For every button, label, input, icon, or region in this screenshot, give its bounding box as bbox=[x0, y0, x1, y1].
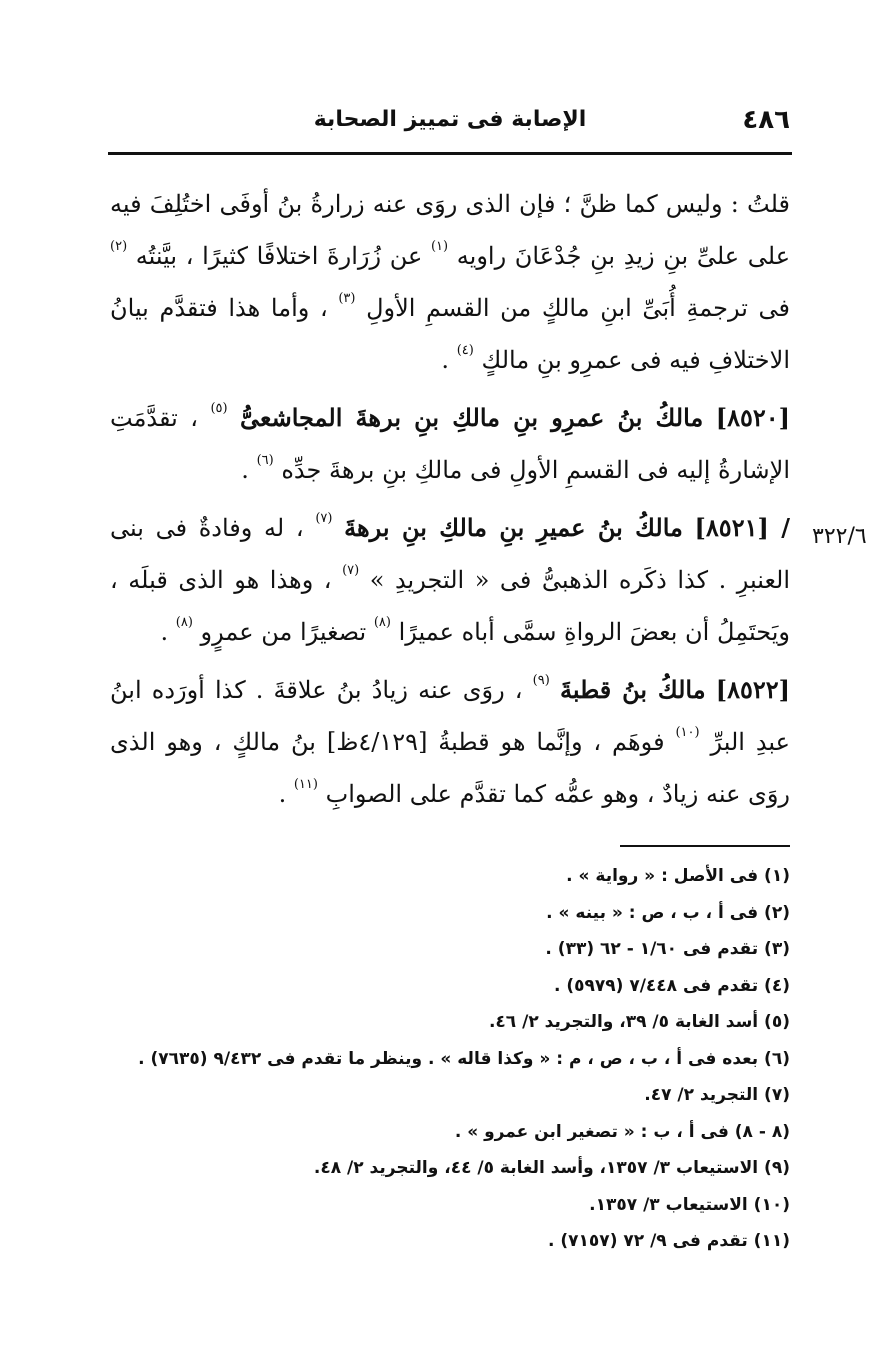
entry-number: [٨٥٢٢] bbox=[715, 675, 791, 704]
text-span: . bbox=[441, 346, 450, 374]
footnote: (٥) أسد الغابة ٥/ ٣٩، والتجريد ٢/ ٤٦. bbox=[488, 1012, 790, 1032]
footnotes-list bbox=[110, 858, 790, 1260]
footnote-ref: (٨) bbox=[175, 615, 193, 630]
margin-reference: ٣٢٢/٦ bbox=[812, 524, 867, 549]
footnote: (٨ - ٨) فى أ ، ب : « تصغير ابن عمرو » . bbox=[454, 1121, 790, 1142]
entry-name: مالكُ بنُ عميرِ بنِ مالكِ بنِ برهةَ bbox=[344, 513, 683, 542]
paragraph-intro bbox=[110, 178, 790, 386]
text-span: فى ترجمةِ أُبَىِّ ابنِ مالكٍ من القسمِ الأولِ bbox=[366, 294, 790, 322]
text-span: تصغيرًا من عمرٍو bbox=[200, 618, 367, 646]
footnote: (١٠) الاستيعاب ٣/ ١٣٥٧. bbox=[589, 1194, 790, 1215]
page-header bbox=[110, 105, 790, 145]
footnote-ref: (٤) bbox=[456, 343, 474, 358]
footnote: (٣) تقدم فى ١/٦٠ - ٦٢ (٣٣) . bbox=[545, 939, 790, 959]
footnote-ref: (٧) bbox=[342, 563, 360, 578]
footnote-ref: (٣) bbox=[338, 291, 356, 306]
footnote: (٦) بعده فى أ ، ب ، ص ، م : « وكذا قاله » . وينظر ما تقدم فى ٩/٤٣٢ (٧٦٣٥) . bbox=[138, 1048, 790, 1069]
entry-8521 bbox=[110, 502, 790, 658]
text-span: ، وأما هذا فتقدَّم بيانُ الاختلافِ فيه فى عمرِو بنِ مالكٍ bbox=[110, 294, 790, 374]
text-span: ، له وفادةٌ فى بنى العنبرِ . كذا ذكَره الذهبىُّ فى « التجريدِ » bbox=[110, 514, 790, 594]
footnote-ref: (٧) bbox=[315, 511, 333, 526]
footnote-ref: (١) bbox=[430, 239, 449, 254]
text-span: . bbox=[278, 780, 287, 808]
header-rule bbox=[108, 152, 792, 155]
text-span: فوهَم ، وإنَّما هو قطبةُ [٤/١٢٩ظ] بنُ مالكٍ ، وهو الذى روَى عنه زيادٌ ، وهو عمُّه كما تقدَّم على الصوابِ bbox=[110, 728, 790, 808]
footnote: (١١) تقدم فى ٩/ ٧٢ (٧١٥٧) . bbox=[548, 1231, 790, 1251]
footnote-ref: (١٠) bbox=[675, 725, 700, 740]
entry-8522 bbox=[110, 664, 790, 820]
entry-name: مالكُ بنُ قطبةَ bbox=[559, 675, 706, 704]
footnote: (١) فى الأصل : « رواية » . bbox=[566, 866, 790, 886]
footnote-ref: (٢) bbox=[110, 239, 128, 254]
text-span: . bbox=[160, 618, 169, 646]
running-title: الإصابة فى تمييز الصحابة bbox=[313, 107, 587, 132]
entry-number: [٨٥٢٠] bbox=[715, 403, 790, 432]
entry-number: / [٨٥٢١] bbox=[694, 513, 790, 542]
text-span: ، تقدَّمَتِ الإشارةُ إليه فى القسمِ الأولِ فى مالكِ بنِ برهةَ جدِّه bbox=[110, 404, 790, 484]
footnote: (٢) فى أ ، ب ، ص : « بينه » . bbox=[546, 902, 790, 923]
footnote-ref: (١١) bbox=[293, 777, 318, 792]
text-span: عن زُرَارةَ اختلافًا كثيرًا ، بيَّنتُه bbox=[135, 242, 423, 270]
text-span: . bbox=[241, 456, 249, 484]
entry-name: مالكُ بنُ عمرِو بنِ مالكِ بنِ برهةَ المجاشعىُّ bbox=[240, 403, 704, 432]
text-span: ، وهذا هو الذى قبلَه ، ويَحتَمِلُ أن بعضَ الرواةِ سمَّى أباه عميرًا bbox=[110, 566, 790, 646]
footnote: (٤) تقدم فى ٧/٤٤٨ (٥٩٧٩) . bbox=[553, 975, 790, 996]
footnote-ref: (٩) bbox=[532, 673, 550, 688]
footnote-ref: (٦) bbox=[256, 453, 274, 468]
footnote-rule bbox=[620, 845, 790, 847]
text-span: ، روَى عنه زيادُ بنُ علاقةَ . كذا أورَده ابنُ عبدِ البرِّ bbox=[110, 676, 790, 756]
entry-8520 bbox=[110, 392, 790, 496]
footnote-ref: (٨) bbox=[373, 615, 391, 630]
page-number: ٤٨٦ bbox=[742, 105, 790, 135]
main-text bbox=[110, 178, 790, 820]
text-span: قلتُ : وليس كما ظنَّ ؛ فإن الذى روَى عنه زرارةُ بنُ أوفَى اختُلِفَ فيه على علىِّ بنِ زيدِ بنِ جُدْعَانَ راويه bbox=[110, 190, 791, 270]
footnote: (٧) التجريد ٢/ ٤٧. bbox=[644, 1085, 790, 1105]
footnote: (٩) الاستيعاب ٣/ ١٣٥٧، وأسد الغابة ٥/ ٤٤، والتجريد ٢/ ٤٨. bbox=[313, 1158, 790, 1178]
footnote-ref: (٥) bbox=[210, 401, 228, 416]
